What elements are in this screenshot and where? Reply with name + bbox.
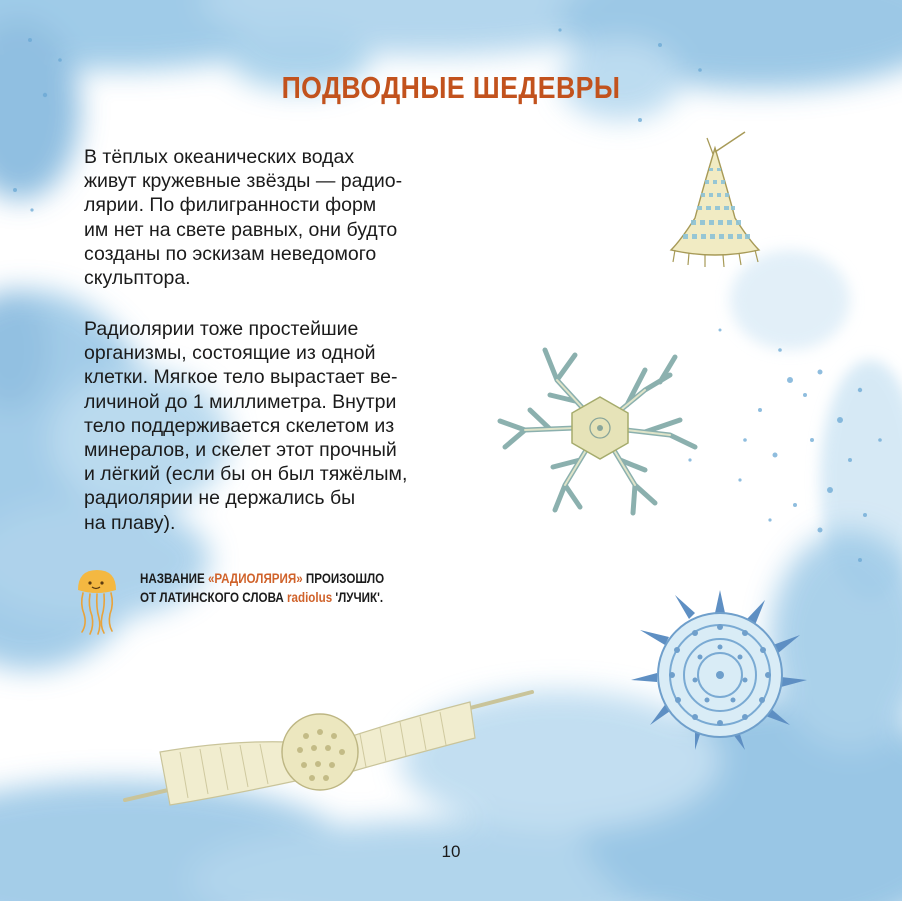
- text-line: минералов, и скелет этот прочный: [84, 439, 397, 462]
- note-line-1: [140, 569, 384, 588]
- spiky-radiolarian-illustration: [625, 585, 815, 755]
- page-title: ПОДВОДНЫЕ ШЕДЕВРЫ: [281, 70, 621, 105]
- star-radiolarian-illustration: [495, 335, 705, 520]
- text-line: радиолярии не держались бы: [84, 487, 356, 510]
- note-term: «РАДИОЛЯРИЯ»: [207, 571, 303, 586]
- text-line: лярии. По филигранности форм: [84, 194, 377, 217]
- note-meaning: 'ЛУЧИК'.: [332, 590, 384, 605]
- note-text: НАЗВАНИЕ: [140, 571, 208, 586]
- text-line: скульптора.: [84, 267, 191, 290]
- paragraph-body: [84, 317, 444, 535]
- fact-note: [140, 569, 384, 607]
- text-line: клетки. Мягкое тело вырастает ве-: [84, 366, 398, 389]
- text-line: им нет на свете равных, они будто: [84, 218, 398, 241]
- text-line: и лёгкий (если бы он был тяжёлым,: [84, 463, 408, 486]
- text-line: на плаву).: [84, 511, 176, 534]
- text-line: личиной до 1 миллиметра. Внутри: [84, 390, 397, 413]
- text-line: тело поддерживается скелетом из: [84, 414, 395, 437]
- text-line: Радиолярии тоже простейшие: [84, 318, 359, 340]
- note-text: ОТ ЛАТИНСКОГО СЛОВА: [140, 590, 288, 605]
- jellyfish-mascot-icon: [72, 566, 122, 636]
- note-line-2: [140, 588, 384, 607]
- paragraph-intro: [84, 145, 444, 290]
- spindle-radiolarian-illustration: [120, 670, 540, 830]
- text-line: организмы, состоящие из одной: [84, 342, 376, 365]
- page-number: 10: [441, 842, 461, 861]
- text-line: созданы по эскизам неведомого: [84, 242, 377, 265]
- bell-radiolarian-illustration: [665, 128, 765, 268]
- note-text: ПРОИЗОШЛО: [302, 571, 385, 586]
- note-latin-word: radiolus: [287, 590, 333, 605]
- text-line: В тёплых океанических водах: [84, 146, 355, 168]
- text-line: живут кружевные звёзды — радио-: [84, 170, 403, 193]
